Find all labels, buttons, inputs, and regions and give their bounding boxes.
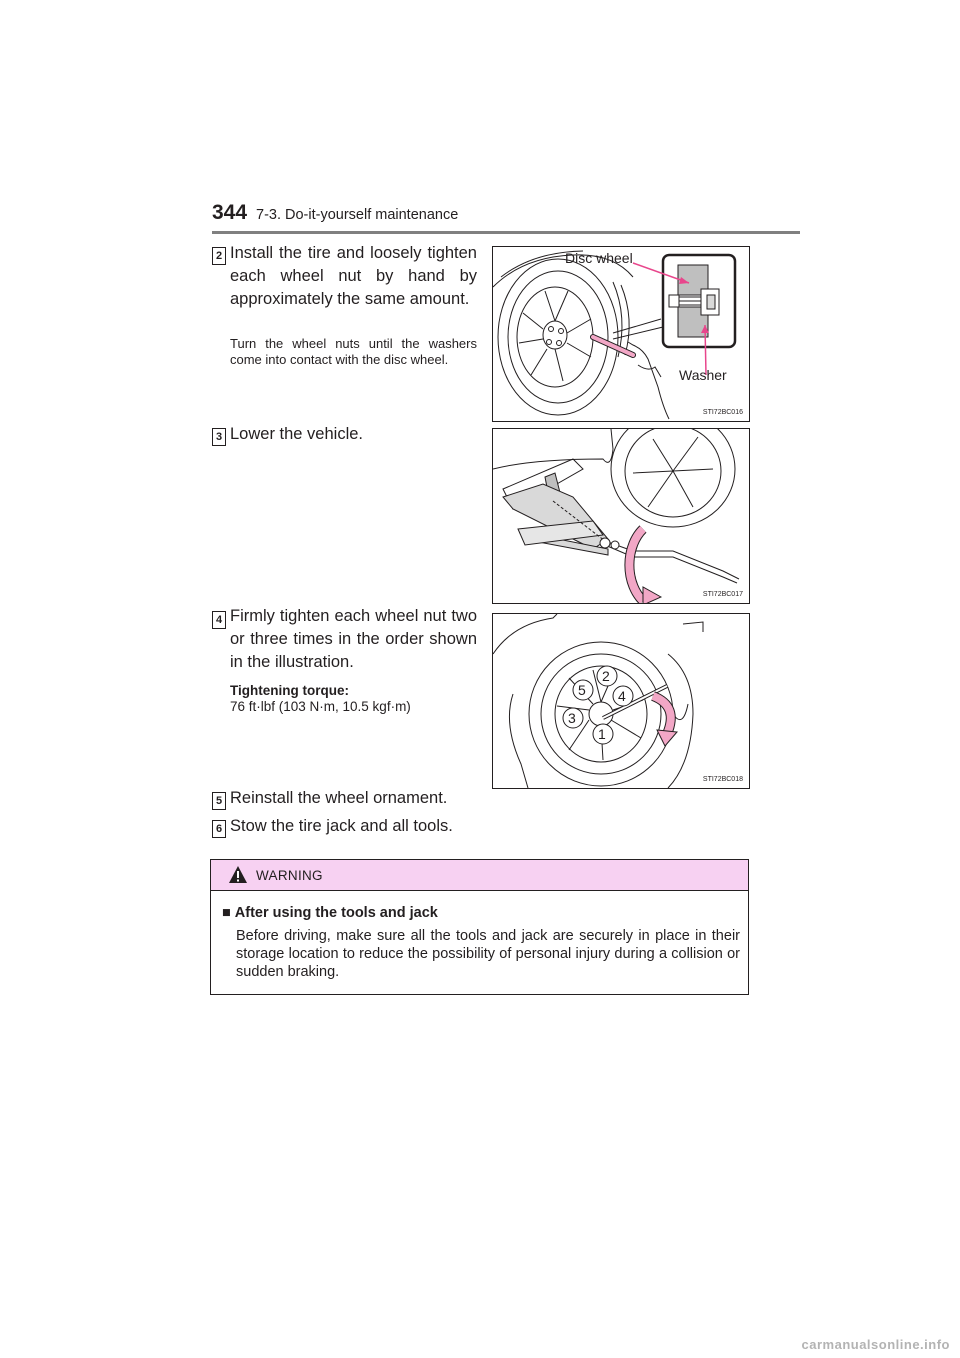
- figure-code: STI72BC016: [702, 409, 743, 416]
- header-rule: [212, 231, 800, 234]
- section-title: 7-3. Do-it-yourself maintenance: [256, 207, 459, 223]
- step-number-6: 6: [212, 820, 226, 838]
- step-6-text: Stow the tire jack and all tools.: [230, 817, 453, 835]
- callout-washer: Washer: [679, 367, 727, 383]
- figure-lower-vehicle: [492, 428, 750, 604]
- warning-box: [210, 859, 749, 995]
- footer-watermark: carmanualsonline.info: [801, 1337, 950, 1352]
- order-label-1: 1: [598, 726, 606, 742]
- step-number-2: 2: [212, 247, 226, 265]
- warning-triangle-icon: [228, 865, 248, 884]
- torque-label: Tightening torque:: [230, 683, 349, 698]
- step-number-3: 3: [212, 428, 226, 446]
- square-bullet-icon: ■: [222, 905, 231, 921]
- warning-subheading: [222, 905, 438, 921]
- callout-disc-wheel: Disc wheel: [565, 250, 633, 266]
- figure-install-tire: [492, 246, 750, 422]
- step-5-text: Reinstall the wheel ornament.: [230, 789, 448, 807]
- step-2-text: Install the tire and loosely tighten each wheel nut by hand by approximately the same amount.: [230, 244, 477, 308]
- tightening-order-illustration: [493, 614, 749, 788]
- figure-tighten-order: [492, 613, 750, 789]
- figure-code: STI72BC017: [702, 591, 743, 598]
- order-label-3: 3: [568, 710, 576, 726]
- warning-subheading-text: After using the tools and jack: [234, 905, 438, 921]
- figure-code: STI72BC018: [702, 776, 743, 783]
- jack-lowering-illustration: [493, 429, 749, 603]
- step-2-note: Turn the wheel nuts until the washers come into contact with the disc wheel.: [230, 336, 477, 367]
- step-4-text: Firmly tighten each wheel nut two or three times in the order shown in the illustration.: [230, 607, 477, 671]
- warning-header: [211, 860, 748, 891]
- step-number-5: 5: [212, 792, 226, 810]
- step-number-4: 4: [212, 611, 226, 629]
- tire-install-illustration: [493, 247, 749, 421]
- torque-value: 76 ft·lbf (103 N·m, 10.5 kgf·m): [230, 699, 411, 714]
- order-label-4: 4: [618, 688, 626, 704]
- warning-body: Before driving, make sure all the tools and jack are securely in place in their storage location to reduce the possibility of personal injury during a collision or sudden braking.: [236, 928, 740, 980]
- page-number: 344: [212, 201, 248, 224]
- warning-title: WARNING: [256, 868, 323, 883]
- step-3-text: Lower the vehicle.: [230, 425, 363, 443]
- order-label-5: 5: [578, 682, 586, 698]
- order-label-2: 2: [602, 668, 610, 684]
